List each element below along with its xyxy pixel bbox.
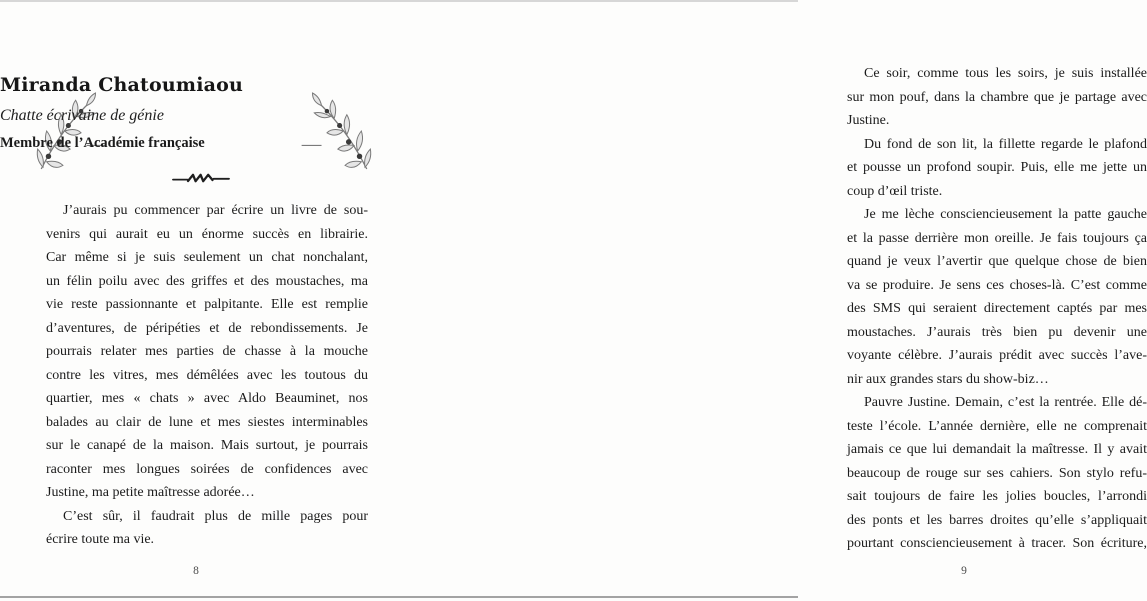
paragraph [847, 391, 1147, 556]
text-line: des SMS qui seraient directement captés par mes [847, 301, 1147, 316]
text-line: sait toujours de faire les jolies boucles, l’arrondi [847, 489, 1147, 504]
text-line: coup d’œil triste. [847, 183, 943, 199]
text-line: teste l’école. L’année dernière, elle ne comprenait [847, 418, 1147, 434]
page-number-left: 8 [193, 565, 199, 577]
text-line: d’aventures, de péripéties et de rebondissements. Je [46, 320, 368, 336]
page-number-right: 9 [961, 565, 967, 577]
page-left-body [46, 199, 368, 552]
text-line: contre les vitres, mes démêlées avec les toutous du [46, 367, 368, 383]
paragraph [847, 203, 1147, 391]
text-line: raconter mes longues soirées de confidences avec [46, 461, 368, 477]
text-line: pourtant consciencieusement à tracer. Son écriture, [847, 536, 1147, 551]
text-line: nir aux grandes stars du show-biz… [847, 371, 1049, 387]
text-line: Du fond de son lit, la fillette regarde le plafond [864, 136, 1147, 152]
text-line: vie reste passionnante et palpitante. Elle est remplie [46, 297, 368, 312]
page-left [0, 0, 399, 596]
book-author-title: Miranda Chatoumiaou [0, 74, 244, 96]
text-line: un félin poilu avec des griffes et des moustaches, ma [46, 273, 368, 289]
text-line: balades au clair de lune et mes siestes interminables [46, 414, 368, 430]
text-line: J’aurais pu commencer par écrire un livre de sou- [63, 203, 368, 218]
text-line: sur le canapé de la maison. Mais surtout, je pourrais [46, 438, 368, 453]
page-right [399, 0, 1147, 596]
text-line: Justine, ma petite maîtresse adorée… [46, 485, 255, 500]
text-line: quartier, mes « chats » avec Aldo Beauminet, nos [46, 391, 368, 406]
text-line: et pousse un profond soupir. Puis, elle me jette un [847, 160, 1147, 175]
text-line: Car même si je suis seulement un chat nonchalant, [46, 250, 368, 265]
text-line: Ce soir, comme tous les soirs, je suis installée [864, 66, 1147, 81]
olive-branch-icon [34, 89, 110, 173]
text-line: beaucoup de rouge sur ses cahiers. Son stylo refu- [847, 465, 1147, 481]
text-line: moustaches. J’aurais très bien pu devenir une [847, 324, 1147, 340]
text-line: et la passe derrière mon oreille. Je fais toujours ça [847, 230, 1147, 246]
paragraph [46, 199, 368, 505]
text-line: quand je veux l’avertir que quelque chose de bien [847, 254, 1147, 269]
paragraph [847, 133, 1147, 204]
text-line: des ponts et les barres droites qu’elle s’appliquait [847, 512, 1147, 528]
text-line: Justine. [847, 113, 890, 128]
book-author-affiliation: Membre de l’Académie française [0, 135, 205, 151]
book-author-subtitle: Chatte écrivaine de génie [0, 107, 164, 124]
rope-squiggle-divider-icon [172, 172, 230, 186]
text-line: sur mon pouf, dans la chambre que je partage avec [847, 89, 1147, 105]
text-line: Pauvre Justine. Demain, c’est la rentrée. Elle dé- [864, 395, 1147, 410]
text-line: voyante célèbre. J’aurais prédit avec succès l’ave- [847, 348, 1147, 363]
text-line: écrire toute ma vie. [46, 532, 155, 547]
olive-branch-mirrored-icon [298, 89, 374, 173]
text-line: pourrais relater mes parties de chasse à la mouche [46, 344, 368, 359]
paragraph [847, 62, 1147, 133]
bottom-edge-rule [0, 596, 798, 598]
text-line: C’est sûr, il faudrait plus de mille pages pour [63, 508, 368, 524]
text-line: Je me lèche consciencieusement la patte gauche [864, 207, 1147, 222]
text-line: venirs qui aurait eu un énorme succès en librairie. [46, 226, 368, 242]
text-line: va se produire. Je sens ces choses-là. C’est comme [847, 277, 1147, 293]
paragraph [46, 505, 368, 552]
page-right-body [847, 62, 1147, 556]
text-line: jamais ce que lui demandait la maîtresse. Il y avait [847, 442, 1147, 457]
